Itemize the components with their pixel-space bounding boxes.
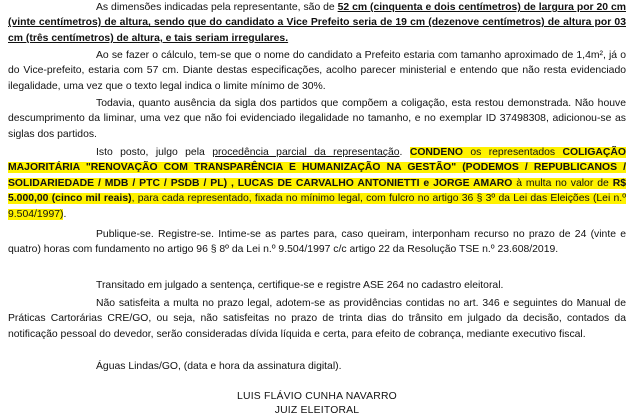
paragraph-dimensions xyxy=(8,0,626,46)
ruling-parties: COLIGAÇÃO MAJORITÁRIA "RENOVAÇÃO COM TRANSPARÊNCIA E HUMANIZAÇÃO NA GESTÃO" (PODEMOS / REPUBLICANOS / SOLIDARIEDADE / MDB / PTC / PSDB / PL) , LUCAS DE CARVALHO ANTONIETTI e JORGE AMARO xyxy=(8,147,626,189)
signature-role: JUIZ ELEITORAL xyxy=(274,405,360,416)
paragraph-calculation: Ao se fazer o cálculo, tem-se que o nome do candidato a Prefeito estaria com tamanho aproximado de 1,4m², já o do Vice-prefeito, estaria com 57 cm. Diante destas especificações, acolho parecer ministerial e entendo que não resta evidenciado ilegalidade, uma vez que o texto legal indica o limite mínimo de 30%. xyxy=(8,50,626,92)
ruling-legal-basis: , para cada representado, fixada no mínimo legal, com fulcro no artigo 36 § 3º da Lei das Eleições (Lei n.º 9.504/1997) xyxy=(8,193,626,220)
ruling-fine-intro: à multa no valor de xyxy=(512,177,613,189)
paragraph-publication: Publique-se. Registre-se. Intime-se as partes para, caso queiram, interponham recurso no prazo de 24 (vinte e quatro) horas com fundamento no artigo 96 § 8º da Lei n.º 9.504/1997 c/c artigo 22 da Resolução TSE n.º 23.608/2019. xyxy=(8,229,626,256)
paragraph-place-date: Águas Lindas/GO, (data e hora da assinatura digital). xyxy=(96,361,342,372)
ruling-partial-procedence: procedência parcial da representação xyxy=(212,147,400,158)
ruling-condemn: CONDENO xyxy=(409,147,463,158)
ruling-fine-amount: R$ 5.000,00 (cinco mil reais) xyxy=(8,177,626,205)
paragraph-party-acronyms: Todavia, quanto ausência da sigla dos partidos que compõem a coligação, esta restou demonstrada. Não houve descumprimento da liminar, uma vez que não foi evidenciado ilegalidade no tamanho, e no exemplar ID 37498308, adicionou-se as siglas dos partidos. xyxy=(8,98,626,140)
paragraph-fine-enforcement: Não satisfeita a multa no prazo legal, adotem-se as providências contidas no art. 346 e seguintes do Manual de Práticas Cartorárias CRE/GO, ou seja, não satisfeitas no prazo de trinta dias do trânsito em julgado da decisão, contados da notificação pessoal do devedor, serão consideradas dívida líquida e certa, para efeito de cobrança, mediante executivo fiscal. xyxy=(8,298,626,340)
dimensions-detail: 52 cm (cinquenta e dois centímetros) de largura por 20 cm (vinte centímetros) de altura, sendo que do candidato a Vice Prefeito seria de 19 cm (dezenove centímetros) de altura por 03 cm (três centímetros) de altura, e tais seriam irregulares. xyxy=(8,2,627,44)
ruling-represented: os representados xyxy=(462,147,563,158)
paragraph-transit: Transitado em julgado a sentença, certifique-se e registre ASE 264 no cadastro eleitoral. xyxy=(96,280,504,291)
ruling-sep: . xyxy=(399,147,410,158)
ruling-intro: Isto posto, julgo pela xyxy=(96,147,213,158)
ruling-end: . xyxy=(63,208,67,220)
paragraph-ruling xyxy=(8,145,626,222)
signature-name: LUIS FLÁVIO CUNHA NAVARRO xyxy=(237,391,397,402)
dimensions-intro: As dimensões indicadas pela representante, são de xyxy=(96,2,338,13)
